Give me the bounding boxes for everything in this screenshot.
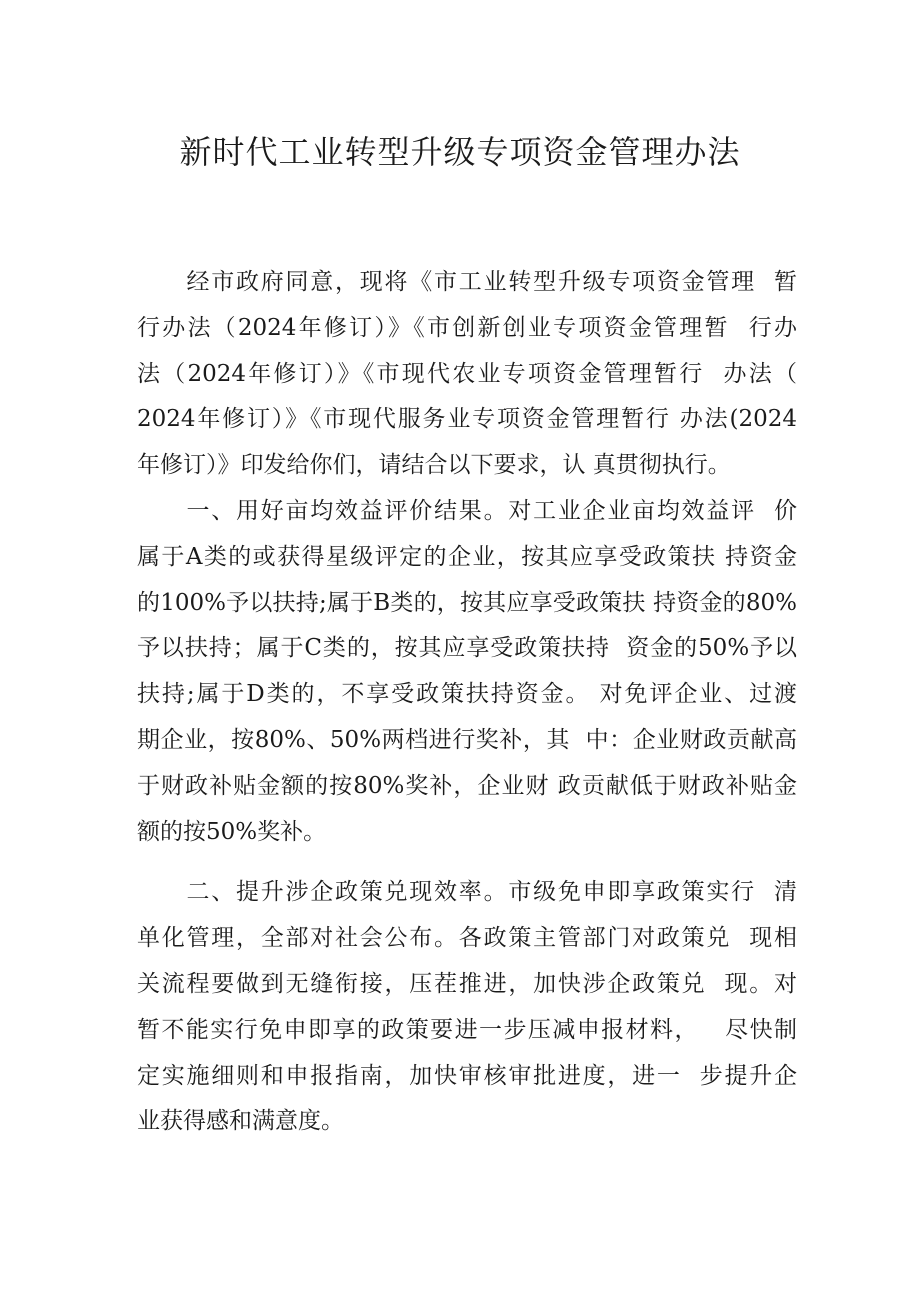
paragraph-section-two <box>137 870 797 1145</box>
paragraph-line: 业获得感和满意度。 <box>137 1108 344 1135</box>
paragraph-line: 二、提升涉企政策兑现效率。市级免申即享政策实行 清 <box>137 879 797 906</box>
paragraph-line: 扶持;属于D类的，不享受政策扶持资金。 对免评企业、过渡 <box>137 681 797 708</box>
paragraph-line: 单化管理，全部对社会公布。各政策主管部门对政策兑 现相 <box>137 925 797 952</box>
paragraph-line: 的100%予以扶持;属于B类的，按其应享受政策扶 持资金的80% <box>137 589 797 616</box>
paragraph-line: 法（2024年修订）》《市现代农业专项资金管理暂行 办法（ <box>137 360 797 387</box>
paragraph-line: 2024年修订）》《市现代服务业专项资金管理暂行 办法(2024 <box>137 406 797 433</box>
document-title: 新时代工业转型升级专项资金管理办法 <box>179 133 741 171</box>
paragraph-line: 属于A类的或获得星级评定的企业，按其应享受政策扶 持资金 <box>137 543 797 570</box>
paragraph-line: 暂不能实行免申即享的政策要进一步压减申报材料， 尽快制 <box>137 1016 797 1043</box>
paragraph-section-one <box>137 489 797 855</box>
paragraph-line: 一、用好亩均效益评价结果。对工业企业亩均效益评 价 <box>137 497 797 524</box>
paragraph-spacer <box>137 855 797 870</box>
paragraph-intro <box>137 260 797 489</box>
paragraph-line: 于财政补贴金额的按80%奖补，企业财 政贡献低于财政补贴金 <box>137 772 797 799</box>
document-body <box>137 260 797 1145</box>
paragraph-line: 年修订）》印发给你们，请结合以下要求，认 真贯彻执行。 <box>137 452 731 479</box>
paragraph-line: 定实施细则和申报指南，加快审核审批进度，进一 步提升企 <box>137 1062 797 1089</box>
paragraph-line: 关流程要做到无缝衔接，压茬推进，加快涉企政策兑 现。对 <box>137 970 797 997</box>
paragraph-line: 经市政府同意，现将《市工业转型升级专项资金管理 暂 <box>137 269 797 295</box>
paragraph-line: 行办法（2024年修订）》《市创新创业专项资金管理暂 行办 <box>137 314 797 341</box>
paragraph-line: 期企业，按80%、50%两档进行奖补，其 中：企业财政贡献高 <box>137 726 797 753</box>
paragraph-line: 予以扶持；属于C类的，按其应享受政策扶持 资金的50%予以 <box>137 635 797 662</box>
paragraph-line: 额的按50%奖补。 <box>137 818 327 845</box>
